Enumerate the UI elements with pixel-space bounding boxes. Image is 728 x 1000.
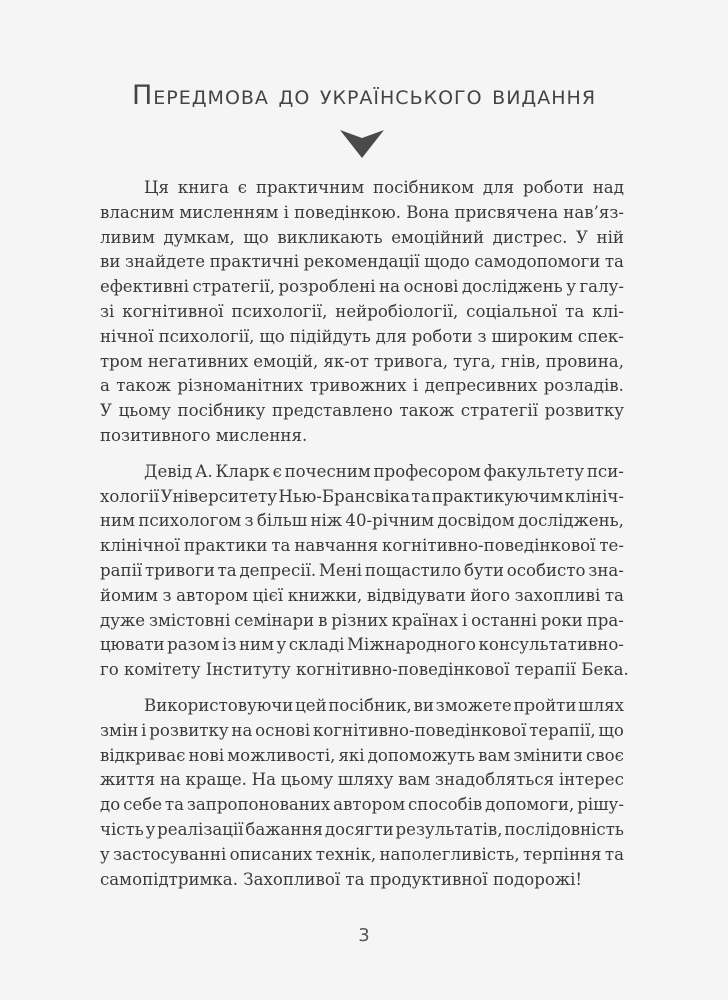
- text-line: позитивного мислення.: [100, 425, 308, 445]
- text-line: тром негативних емоцій, як-от тривога, туга, гнів, провина,: [100, 351, 624, 371]
- paragraph: [100, 460, 629, 683]
- paragraph: [100, 694, 624, 892]
- text-line: ливим думкам, що викликають емоційний дистрес. У ній: [100, 227, 624, 247]
- text-line: Використовуючи цей посібник, ви зможете пройти шлях: [144, 695, 624, 715]
- text-line: самопідтримка. Захопливої та продуктивної подорожі!: [100, 869, 583, 889]
- page-number: 3: [358, 925, 370, 946]
- text-line: У цьому посібнику представлено також стратегії розвитку: [100, 401, 624, 421]
- text-line: ви знайдете практичні рекомендації щодо самодопомоги та: [100, 252, 624, 272]
- text-line: власним мисленням і поведінкою. Вона присвячена нав’яз-: [100, 202, 624, 222]
- text-line: цювати разом із ним у складі Міжнародного консультативно-: [100, 635, 624, 655]
- text-line: а також різноманітних тривожних і депресивних розладів.: [100, 376, 624, 396]
- text-line: Девід А. Кларк є почесним професором факультету пси-: [144, 461, 624, 481]
- text-line: ним психологом з більш ніж 40-річним досвідом досліджень,: [100, 511, 624, 531]
- text-line: го комітету Інституту когнітивно-поведінкової терапії Бека.: [100, 660, 629, 680]
- text-line: рапії тривоги та депресії. Мені пощастило бути особисто зна-: [100, 560, 624, 580]
- text-line: клінічної практики та навчання когнітивно-поведінкової те-: [100, 536, 624, 556]
- page-title: Передмова до українського видання: [131, 80, 597, 111]
- text-line: ефективні стратегії, розроблені на основі досліджень у галу-: [100, 277, 624, 297]
- chevron-ornament-icon: [340, 128, 384, 158]
- text-line: чість у реалізації бажання досягти результатів, послідовність: [100, 819, 624, 839]
- text-line: хології Університету Нью-Брансвіка та практикуючим клініч-: [100, 486, 624, 506]
- text-line: змін і розвитку на основі когнітивно-поведінкової терапії, що: [100, 720, 624, 740]
- text-line: нічної психології, що підійдуть для роботи з широким спек-: [100, 326, 624, 346]
- text-line: йомим з автором цієї книжки, відвідувати його захопливі та: [100, 585, 624, 605]
- text-line: у застосуванні описаних технік, наполегливість, терпіння та: [100, 844, 624, 864]
- text-line: відкриває нові можливості, які допоможуть вам змінити своє: [100, 745, 624, 765]
- paragraph: [100, 176, 624, 449]
- text-line: Ця книга є практичним посібником для роботи над: [144, 178, 624, 197]
- text-line: до себе та запропонованих автором способів допомоги, рішу-: [100, 795, 624, 815]
- text-line: зі когнітивної психології, нейробіології, соціальної та клі-: [100, 301, 624, 321]
- text-line: дуже змістовні семінари в різних країнах і останні роки пра-: [100, 610, 624, 630]
- body-text: [100, 176, 629, 903]
- text-line: життя на краще. На цьому шляху вам знадобляться інтерес: [100, 770, 624, 790]
